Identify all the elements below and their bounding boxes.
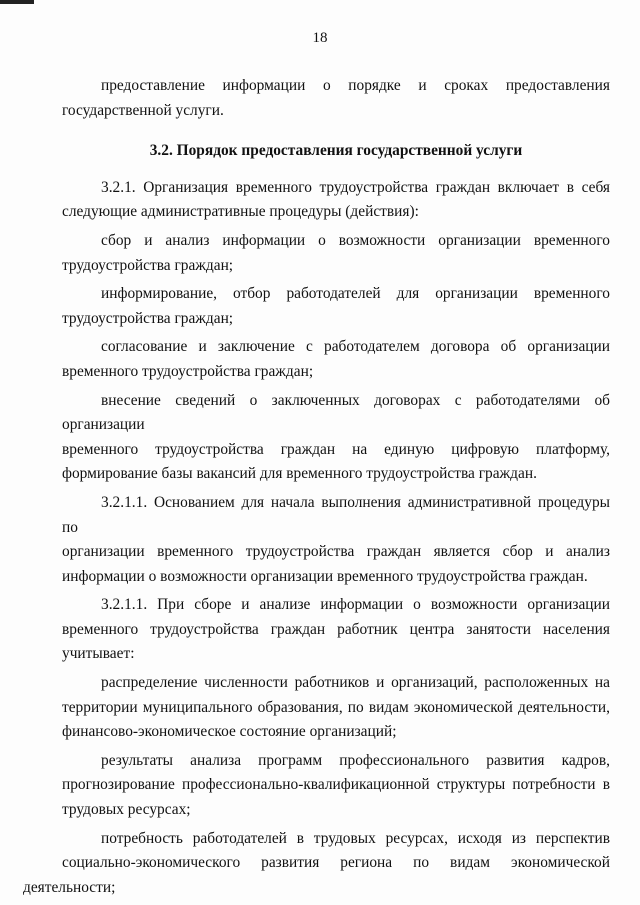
- continuation-paragraph: [62, 74, 610, 123]
- paragraph: [62, 176, 610, 225]
- text-line: трудоустройства граждан;: [62, 256, 234, 274]
- text-line: 3.2.1.1. Основанием для начала выполнения административной процедуры по: [62, 493, 610, 536]
- text-line: внесение сведений о заключенных договорах с работодателями об организации: [62, 391, 610, 434]
- text-line: учитывает:: [62, 645, 135, 663]
- text-line: согласование и заключение с работодателем договора об организации: [101, 338, 610, 356]
- text-line: потребность работодателей в трудовых ресурсах, исходя из перспектив: [101, 829, 610, 847]
- paragraph: [62, 671, 610, 745]
- text-line: временного трудоустройства граждан работник центра занятости населения: [62, 620, 610, 638]
- section-heading: 3.2. Порядок предоставления государственной услуги: [149, 142, 523, 160]
- paragraph: [62, 749, 610, 823]
- page-number: 18: [312, 30, 328, 46]
- paragraph: [62, 282, 610, 331]
- paragraph: [62, 491, 610, 589]
- document-body: [23, 74, 610, 904]
- text-line: государственной услуги.: [62, 101, 224, 119]
- text-line: распределение численности работников и организаций, расположенных на: [101, 674, 610, 692]
- text-line: трудоустройства граждан;: [62, 309, 234, 327]
- text-line: финансово-экономическое состояние организаций;: [62, 723, 397, 741]
- text-line: временного трудоустройства граждан на единую цифровую платформу,: [62, 440, 610, 458]
- text-line: 3.2.1.1. При сборе и анализе информации о возможности организации: [101, 596, 610, 614]
- text-line: территории муниципального образования, по видам экономической деятельности,: [62, 698, 610, 716]
- text-line: формирование базы вакансий для временного трудоустройства граждан.: [62, 465, 537, 483]
- paragraph: [62, 229, 610, 278]
- text-line: информирование, отбор работодателей для организации временного: [101, 285, 610, 303]
- paragraph: [23, 827, 610, 901]
- text-line: организации временного трудоустройства граждан является сбор и анализ: [62, 543, 610, 561]
- text-line: трудовых ресурсах;: [62, 801, 191, 819]
- text-line: информации о возможности организации временного трудоустройства граждан.: [62, 567, 588, 585]
- text-line: временного трудоустройства граждан;: [62, 362, 314, 380]
- text-line: следующие административные процедуры (действия):: [62, 203, 419, 221]
- text-line: сбор и анализ информации о возможности организации временного: [101, 231, 610, 249]
- text-line: прогнозирование профессионально-квалификационной структуры потребности в: [62, 776, 610, 794]
- paragraph: [62, 335, 610, 384]
- text-line: предоставление информации о порядке и сроках предоставления: [101, 77, 610, 94]
- paragraph: [62, 389, 610, 487]
- scan-corner-mark: [0, 0, 34, 4]
- text-line: социально-экономического развития региона по видам экономической деятельности;: [23, 854, 610, 896]
- text-line: 3.2.1. Организация временного трудоустройства граждан включает в себя: [101, 178, 610, 196]
- paragraph: [62, 593, 610, 667]
- text-line: результаты анализа программ профессионального развития кадров,: [101, 751, 610, 769]
